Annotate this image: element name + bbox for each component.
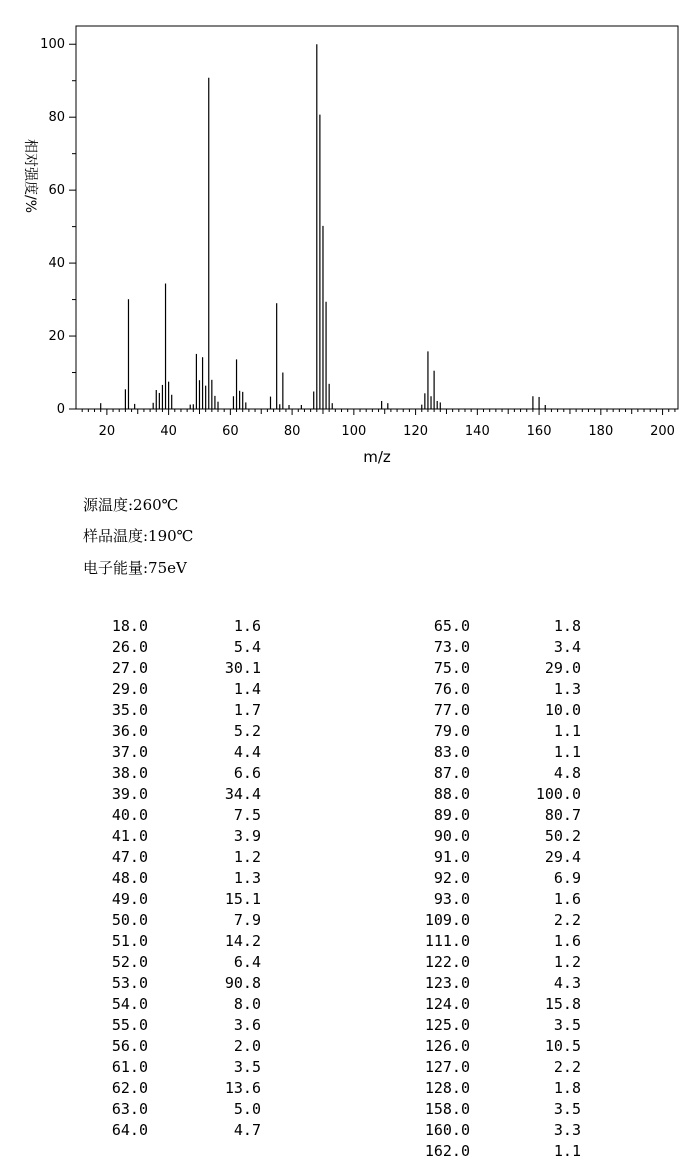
y-axis-ticks (40, 37, 76, 417)
peak-abundance: 29.4 (544, 848, 581, 866)
peak-mz: 125.0 (424, 1016, 470, 1034)
peak-abundance: 1.3 (553, 680, 581, 698)
peak-abundance: 90.8 (224, 974, 261, 992)
peak-row (418, 1120, 583, 1141)
peak-mz: 36.0 (111, 722, 148, 740)
peak-abundance: 1.2 (553, 953, 581, 971)
peak-mz: 162.0 (424, 1142, 470, 1160)
peak-abundance: 15.8 (544, 995, 581, 1013)
peak-row (418, 1057, 583, 1078)
peak-row (418, 742, 583, 763)
peak-row (418, 973, 583, 994)
peak-row (104, 826, 264, 847)
peak-row (104, 910, 264, 931)
peak-abundance: 1.1 (553, 722, 581, 740)
peak-row (418, 889, 583, 910)
peak-row (104, 805, 264, 826)
peak-abundance: 1.1 (553, 743, 581, 761)
peak-abundance: 5.4 (233, 638, 261, 656)
peak-abundance: 4.7 (233, 1121, 261, 1139)
peak-mz: 79.0 (433, 722, 470, 740)
peak-mz: 160.0 (424, 1121, 470, 1139)
peak-table-left (104, 616, 264, 1141)
peak-mz: 126.0 (424, 1037, 470, 1055)
peak-row (418, 1141, 583, 1162)
electron-energy: 电子能量:75eV (83, 559, 187, 577)
peak-abundance: 2.0 (233, 1037, 261, 1055)
peak-mz: 124.0 (424, 995, 470, 1013)
peak-mz: 128.0 (424, 1079, 470, 1097)
peak-mz: 73.0 (433, 638, 470, 656)
source-temperature: 源温度:260℃ (83, 496, 179, 514)
peak-mz: 38.0 (111, 764, 148, 782)
peak-abundance: 2.2 (553, 1058, 581, 1076)
x-tick-label: 140 (464, 424, 490, 439)
peak-mz: 83.0 (433, 743, 470, 761)
peak-row (104, 658, 264, 679)
peak-mz: 41.0 (111, 827, 148, 845)
peak-mz: 87.0 (433, 764, 470, 782)
y-tick-label: 0 (56, 402, 65, 417)
peak-abundance: 4.3 (553, 974, 581, 992)
x-tick-label: 200 (650, 424, 675, 439)
peak-mz: 64.0 (111, 1121, 148, 1139)
peak-row (104, 763, 264, 784)
peak-row (104, 1120, 264, 1141)
peak-mz: 50.0 (111, 911, 148, 929)
peak-mz: 47.0 (111, 848, 148, 866)
sample-temperature: 样品温度:190℃ (83, 527, 194, 545)
peak-row (418, 994, 583, 1015)
peak-row (418, 784, 583, 805)
x-tick-label: 180 (588, 424, 614, 439)
y-tick-label: 40 (48, 256, 65, 272)
peak-abundance: 8.0 (233, 995, 261, 1013)
spectrum-peaks (101, 44, 546, 409)
y-tick-label: 80 (48, 110, 65, 126)
peak-row (418, 721, 583, 742)
x-axis-ticks (82, 409, 675, 439)
peak-row (104, 1099, 264, 1120)
peak-row (104, 679, 264, 700)
peak-abundance: 6.4 (233, 953, 261, 971)
mass-spectrum-chart (0, 0, 687, 475)
peak-abundance: 50.2 (544, 827, 581, 845)
peak-abundance: 3.9 (233, 827, 261, 845)
peak-abundance: 3.5 (553, 1016, 581, 1034)
peak-mz: 123.0 (424, 974, 470, 992)
peak-row (104, 784, 264, 805)
peak-abundance: 3.3 (553, 1121, 581, 1139)
peak-mz: 75.0 (433, 659, 470, 677)
peak-row (104, 952, 264, 973)
peak-mz: 63.0 (111, 1100, 148, 1118)
x-tick-label: 80 (283, 424, 301, 439)
peak-mz: 51.0 (111, 932, 148, 950)
peak-abundance: 30.1 (224, 659, 261, 677)
peak-row (104, 700, 264, 721)
peak-mz: 89.0 (433, 806, 470, 824)
peak-row (418, 763, 583, 784)
peak-abundance: 6.6 (233, 764, 261, 782)
peak-abundance: 10.5 (544, 1037, 581, 1055)
peak-abundance: 7.9 (233, 911, 261, 929)
peak-row (104, 973, 264, 994)
peak-abundance: 3.4 (553, 638, 581, 656)
peak-row (418, 616, 583, 637)
peak-abundance: 4.4 (233, 743, 261, 761)
peak-row (104, 1078, 264, 1099)
peak-abundance: 1.6 (553, 890, 581, 908)
peak-mz: 52.0 (111, 953, 148, 971)
x-tick-label: 60 (222, 424, 239, 439)
peak-row (418, 1078, 583, 1099)
peak-row (418, 952, 583, 973)
peak-row (418, 847, 583, 868)
peak-mz: 91.0 (433, 848, 470, 866)
peak-row (418, 1015, 583, 1036)
peak-row (418, 826, 583, 847)
peak-abundance: 5.0 (233, 1100, 261, 1118)
peak-row (418, 931, 583, 952)
peak-mz: 92.0 (433, 869, 470, 887)
peak-mz: 37.0 (111, 743, 148, 761)
peak-mz: 61.0 (111, 1058, 148, 1076)
y-tick-label: 20 (48, 329, 65, 345)
peak-abundance: 3.5 (553, 1100, 581, 1118)
peak-mz: 90.0 (433, 827, 470, 845)
peak-row (104, 1036, 264, 1057)
peak-abundance: 3.6 (233, 1016, 261, 1034)
peak-abundance: 6.9 (553, 869, 581, 887)
x-tick-label: 120 (403, 424, 429, 439)
peak-abundance: 7.5 (233, 806, 261, 824)
peak-row (104, 637, 264, 658)
peak-abundance: 34.4 (224, 785, 261, 803)
peak-row (104, 1057, 264, 1078)
peak-abundance: 29.0 (544, 659, 581, 677)
peak-row (104, 1015, 264, 1036)
y-tick-label: 60 (48, 183, 65, 199)
peak-mz: 53.0 (111, 974, 148, 992)
peak-mz: 40.0 (111, 806, 148, 824)
peak-abundance: 80.7 (544, 806, 581, 824)
peak-abundance: 1.6 (553, 932, 581, 950)
peak-abundance: 1.1 (553, 1142, 581, 1160)
x-tick-label: 20 (98, 424, 116, 439)
peak-mz: 62.0 (111, 1079, 148, 1097)
y-axis-label: 相对强度/% (22, 138, 38, 214)
peak-mz: 158.0 (424, 1100, 470, 1118)
peak-abundance: 10.0 (544, 701, 581, 719)
peak-mz: 35.0 (111, 701, 148, 719)
plot-frame (76, 26, 678, 409)
peak-mz: 65.0 (433, 617, 470, 635)
peak-row (104, 868, 264, 889)
peak-mz: 109.0 (424, 911, 470, 929)
peak-row (418, 679, 583, 700)
peak-row (418, 658, 583, 679)
peak-abundance: 4.8 (553, 764, 581, 782)
peak-row (104, 721, 264, 742)
peak-mz: 111.0 (424, 932, 470, 950)
peak-row (104, 889, 264, 910)
peak-mz: 39.0 (111, 785, 148, 803)
peak-abundance: 1.2 (233, 848, 261, 866)
peak-abundance: 1.6 (233, 617, 261, 635)
peak-row (418, 1099, 583, 1120)
peak-row (418, 1036, 583, 1057)
peak-row (104, 931, 264, 952)
peak-mz: 56.0 (111, 1037, 148, 1055)
peak-abundance: 5.2 (233, 722, 261, 740)
peak-abundance: 1.8 (553, 617, 581, 635)
peak-abundance: 13.6 (224, 1079, 261, 1097)
peak-mz: 127.0 (424, 1058, 470, 1076)
peak-abundance: 1.4 (233, 680, 261, 698)
peak-abundance: 1.3 (233, 869, 261, 887)
peak-mz: 27.0 (111, 659, 148, 677)
peak-row (418, 868, 583, 889)
peak-mz: 29.0 (111, 680, 148, 698)
peak-abundance: 1.8 (553, 1079, 581, 1097)
peak-row (418, 637, 583, 658)
peak-abundance: 3.5 (233, 1058, 261, 1076)
peak-abundance: 14.2 (224, 932, 261, 950)
peak-mz: 93.0 (433, 890, 470, 908)
peak-row (104, 994, 264, 1015)
y-tick-label: 100 (40, 37, 65, 53)
peak-row (418, 910, 583, 931)
x-tick-label: 100 (341, 424, 367, 439)
peak-mz: 54.0 (111, 995, 148, 1013)
peak-mz: 77.0 (433, 701, 470, 719)
peak-mz: 55.0 (111, 1016, 148, 1034)
x-tick-label: 40 (160, 424, 177, 439)
peak-table-right (418, 616, 583, 1162)
peak-abundance: 1.7 (233, 701, 261, 719)
peak-row (104, 616, 264, 637)
peak-mz: 18.0 (111, 617, 148, 635)
peak-mz: 76.0 (433, 680, 470, 698)
peak-abundance: 100.0 (535, 785, 581, 803)
peak-mz: 48.0 (111, 869, 148, 887)
peak-row (104, 742, 264, 763)
peak-abundance: 2.2 (553, 911, 581, 929)
peak-row (418, 700, 583, 721)
x-tick-label: 160 (526, 424, 552, 439)
peak-abundance: 15.1 (224, 890, 261, 908)
peak-mz: 122.0 (424, 953, 470, 971)
x-axis-label: m/z (363, 448, 391, 466)
peak-mz: 26.0 (111, 638, 148, 656)
peak-row (104, 847, 264, 868)
peak-mz: 49.0 (111, 890, 148, 908)
peak-row (418, 805, 583, 826)
peak-mz: 88.0 (433, 785, 470, 803)
